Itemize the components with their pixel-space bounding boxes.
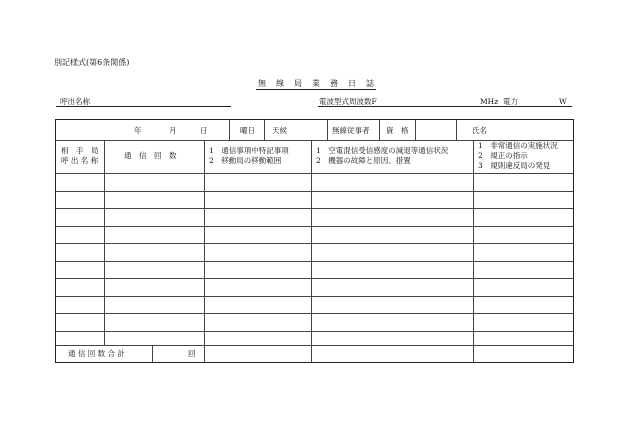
day-label: 日 <box>200 126 208 135</box>
column-divider <box>104 140 105 345</box>
row-rule <box>56 261 573 262</box>
log-table <box>55 119 574 363</box>
row-rule <box>56 226 573 227</box>
row-rule <box>56 313 573 314</box>
header-divider <box>327 120 328 140</box>
peer-station-label: 相 手 局 <box>61 146 99 155</box>
mhz-unit: MHz <box>480 97 499 106</box>
header-divider <box>456 120 457 140</box>
page-title: 無 線 局 業 務 日 誌 <box>258 79 375 88</box>
month-label: 月 <box>169 126 177 135</box>
col4-item-1: 1 空電混信受信感度の減退等通信状況 <box>316 146 449 155</box>
header-divider <box>415 120 416 140</box>
column-header-rule <box>56 173 573 174</box>
header-divider <box>264 120 265 140</box>
comm-count-label: 通 信 回 数 <box>124 151 177 160</box>
operator-label: 無線従事者 <box>332 126 370 135</box>
row-rule <box>56 208 573 209</box>
total-count-label: 通 信 回 数 合 計 <box>68 349 125 358</box>
col5-item-2: 2 規正の指示 <box>478 151 528 160</box>
row-rule <box>56 191 573 192</box>
watt-unit: W <box>559 97 567 106</box>
row-rule <box>56 243 573 244</box>
footer-divider <box>152 345 153 362</box>
col5-item-1: 1 非常通信の実施状況 <box>478 141 558 150</box>
radio-type-label: 電波型式周波数F <box>319 97 377 106</box>
col3-item-1: 1 通信事項中特記事項 <box>209 146 289 155</box>
weather-label: 天候 <box>272 126 287 135</box>
column-divider <box>204 140 205 362</box>
weekday-label: 曜日 <box>240 126 255 135</box>
footer-rule <box>56 345 573 346</box>
call-name-label: 呼 出 名 称 <box>61 156 99 165</box>
title-underline <box>256 89 376 90</box>
col5-item-3: 3 規則違反局の発見 <box>478 161 551 170</box>
times-unit: 回 <box>188 349 196 358</box>
column-divider <box>311 140 312 362</box>
name-label: 氏名 <box>472 126 487 135</box>
form-reference: 別記様式(第6条関係) <box>54 58 130 67</box>
column-divider <box>473 140 474 362</box>
frequency-power-field[interactable] <box>318 106 572 107</box>
row-rule <box>56 278 573 279</box>
call-sign-field[interactable] <box>56 106 231 107</box>
power-label: 電力 <box>503 97 518 106</box>
year-label: 年 <box>134 126 142 135</box>
row-rule <box>56 331 573 332</box>
row-rule <box>56 296 573 297</box>
call-sign-label: 呼出名称 <box>60 97 90 106</box>
header-divider <box>229 120 230 140</box>
qualification-label: 資 格 <box>386 126 409 135</box>
col3-item-2: 2 移動局の移動範囲 <box>209 156 282 165</box>
header-divider <box>379 120 380 140</box>
col4-item-2: 2 機器の故障と原因、措置 <box>316 156 411 165</box>
